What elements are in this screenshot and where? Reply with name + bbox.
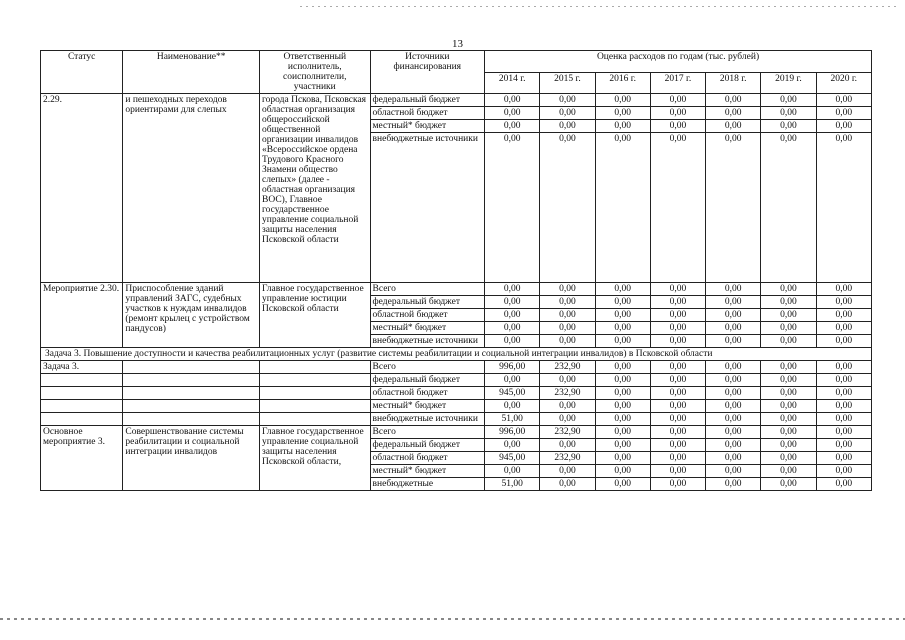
source-cell: местный* бюджет: [370, 400, 485, 413]
header-sources: Источники финансирования: [370, 51, 485, 94]
name-cell: Приспособление зданий управлений ЗАГС, судебных участков к нуждам инвалидов (ремонт крылец с устройством пандусов): [123, 283, 260, 348]
value-cell: 0,00: [761, 478, 816, 491]
responsible-cell: Главное государственное управление юстиции Псковской области: [260, 283, 371, 348]
value-cell: 0,00: [595, 465, 650, 478]
value-cell: 0,00: [816, 426, 871, 439]
value-cell: 0,00: [650, 374, 705, 387]
task-heading-row: [41, 348, 872, 361]
value-cell: 0,00: [706, 478, 761, 491]
status-cell: [41, 400, 123, 413]
value-cell: 0,00: [706, 465, 761, 478]
header-year: 2015 г.: [540, 72, 595, 94]
value-cell: 51,00: [485, 478, 540, 491]
status-cell: Задача 3.: [41, 361, 123, 374]
table-row: [41, 400, 872, 413]
value-cell: 0,00: [650, 465, 705, 478]
value-cell: 0,00: [540, 322, 595, 335]
value-cell: 0,00: [595, 94, 650, 107]
value-cell: 232,90: [540, 426, 595, 439]
value-cell: 0,00: [761, 309, 816, 322]
value-cell: 0,00: [816, 439, 871, 452]
value-cell: 0,00: [650, 296, 705, 309]
source-cell: областной бюджет: [370, 309, 485, 322]
value-cell: 0,00: [650, 309, 705, 322]
value-cell: 0,00: [761, 322, 816, 335]
value-cell: 996,00: [485, 426, 540, 439]
value-cell: 0,00: [761, 107, 816, 120]
source-cell: Всего: [370, 283, 485, 296]
source-cell: местный* бюджет: [370, 322, 485, 335]
header-name: Наименование**: [123, 51, 260, 94]
value-cell: 0,00: [540, 94, 595, 107]
value-cell: 0,00: [650, 335, 705, 348]
header-year: 2020 г.: [816, 72, 871, 94]
value-cell: 0,00: [595, 387, 650, 400]
value-cell: 0,00: [650, 439, 705, 452]
value-cell: 0,00: [540, 439, 595, 452]
value-cell: 0,00: [540, 133, 595, 283]
value-cell: 0,00: [706, 107, 761, 120]
value-cell: 0,00: [706, 413, 761, 426]
value-cell: 0,00: [706, 374, 761, 387]
header-year: 2019 г.: [761, 72, 816, 94]
value-cell: 0,00: [706, 452, 761, 465]
value-cell: 0,00: [816, 335, 871, 348]
value-cell: 0,00: [816, 478, 871, 491]
value-cell: 0,00: [761, 426, 816, 439]
value-cell: 0,00: [595, 452, 650, 465]
source-cell: областной бюджет: [370, 387, 485, 400]
source-cell: федеральный бюджет: [370, 439, 485, 452]
value-cell: 51,00: [485, 413, 540, 426]
value-cell: 0,00: [595, 120, 650, 133]
value-cell: 0,00: [650, 94, 705, 107]
value-cell: 0,00: [595, 439, 650, 452]
source-cell: местный* бюджет: [370, 465, 485, 478]
value-cell: 0,00: [706, 283, 761, 296]
value-cell: 945,00: [485, 452, 540, 465]
source-cell: областной бюджет: [370, 452, 485, 465]
scan-artifact-bottom: [0, 618, 905, 620]
value-cell: 0,00: [816, 374, 871, 387]
value-cell: 0,00: [485, 465, 540, 478]
value-cell: 0,00: [595, 309, 650, 322]
table-row: [41, 387, 872, 400]
value-cell: 0,00: [650, 361, 705, 374]
value-cell: 0,00: [706, 387, 761, 400]
value-cell: 0,00: [485, 374, 540, 387]
source-cell: внебюджетные: [370, 478, 485, 491]
value-cell: 0,00: [595, 400, 650, 413]
value-cell: 0,00: [595, 322, 650, 335]
value-cell: 0,00: [650, 400, 705, 413]
header-year: 2016 г.: [595, 72, 650, 94]
value-cell: 0,00: [485, 94, 540, 107]
source-cell: Всего: [370, 426, 485, 439]
value-cell: 0,00: [761, 400, 816, 413]
value-cell: 0,00: [816, 452, 871, 465]
name-cell: Совершенствование системы реабилитации и социальной интеграции инвалидов: [123, 426, 260, 491]
value-cell: 0,00: [816, 283, 871, 296]
source-cell: внебюджетные источники: [370, 413, 485, 426]
value-cell: 945,00: [485, 387, 540, 400]
header-status: Статус: [41, 51, 123, 94]
expenses-table: [40, 50, 872, 491]
value-cell: 0,00: [761, 413, 816, 426]
source-cell: областной бюджет: [370, 107, 485, 120]
name-cell: [123, 387, 260, 400]
value-cell: 0,00: [540, 374, 595, 387]
value-cell: 0,00: [816, 107, 871, 120]
value-cell: 0,00: [595, 107, 650, 120]
value-cell: 0,00: [540, 413, 595, 426]
value-cell: 232,90: [540, 452, 595, 465]
table-row: [41, 94, 872, 107]
name-cell: [123, 400, 260, 413]
value-cell: 0,00: [650, 387, 705, 400]
value-cell: 0,00: [761, 283, 816, 296]
header-row-1: [41, 51, 872, 73]
value-cell: 0,00: [650, 478, 705, 491]
value-cell: 0,00: [761, 452, 816, 465]
responsible-cell: [260, 400, 371, 413]
value-cell: 0,00: [595, 361, 650, 374]
value-cell: 0,00: [650, 452, 705, 465]
value-cell: 0,00: [761, 439, 816, 452]
value-cell: 0,00: [485, 335, 540, 348]
value-cell: 0,00: [595, 374, 650, 387]
value-cell: 0,00: [595, 478, 650, 491]
value-cell: 0,00: [540, 283, 595, 296]
value-cell: 0,00: [706, 120, 761, 133]
value-cell: 0,00: [485, 120, 540, 133]
value-cell: 0,00: [816, 361, 871, 374]
value-cell: 232,90: [540, 361, 595, 374]
value-cell: 0,00: [485, 400, 540, 413]
value-cell: 0,00: [816, 322, 871, 335]
value-cell: 0,00: [816, 413, 871, 426]
value-cell: 0,00: [706, 322, 761, 335]
source-cell: Всего: [370, 361, 485, 374]
value-cell: 0,00: [761, 361, 816, 374]
name-cell: [123, 374, 260, 387]
value-cell: 0,00: [650, 283, 705, 296]
table-row: [41, 283, 872, 296]
responsible-cell: [260, 387, 371, 400]
value-cell: 0,00: [650, 426, 705, 439]
table-row: [41, 374, 872, 387]
source-cell: местный* бюджет: [370, 120, 485, 133]
table-row: [41, 426, 872, 439]
value-cell: 0,00: [485, 322, 540, 335]
value-cell: 0,00: [485, 309, 540, 322]
value-cell: 0,00: [706, 426, 761, 439]
source-cell: внебюджетные источники: [370, 335, 485, 348]
scan-artifact-top: [300, 6, 900, 7]
value-cell: 0,00: [540, 465, 595, 478]
value-cell: 0,00: [595, 133, 650, 283]
responsible-cell: Главное государственное управление социальной защиты населения Псковской области,: [260, 426, 371, 491]
source-cell: федеральный бюджет: [370, 296, 485, 309]
name-cell: [123, 361, 260, 374]
value-cell: 0,00: [650, 107, 705, 120]
value-cell: 996,00: [485, 361, 540, 374]
value-cell: 0,00: [816, 465, 871, 478]
value-cell: 0,00: [485, 107, 540, 120]
responsible-cell: города Пскова, Псковская областная организация общероссийской общественной организации инвалидов «Всероссийское ордена Трудового Красного Знамени общество слепых» (далее - областная организация ВОС), Главное государственное управление социальной защиты населения Псковской области: [260, 94, 371, 283]
source-cell: федеральный бюджет: [370, 374, 485, 387]
status-cell: [41, 413, 123, 426]
status-cell: Мероприятие 2.30.: [41, 283, 123, 348]
value-cell: 0,00: [595, 283, 650, 296]
value-cell: 0,00: [540, 309, 595, 322]
value-cell: 0,00: [816, 120, 871, 133]
value-cell: 0,00: [540, 335, 595, 348]
header-responsible: Ответственный исполнитель, соисполнители, участники: [260, 51, 371, 94]
value-cell: 0,00: [650, 413, 705, 426]
value-cell: 0,00: [485, 439, 540, 452]
value-cell: 0,00: [706, 335, 761, 348]
value-cell: 0,00: [706, 309, 761, 322]
source-cell: внебюджетные источники: [370, 133, 485, 283]
responsible-cell: [260, 374, 371, 387]
value-cell: 0,00: [816, 296, 871, 309]
value-cell: 0,00: [816, 400, 871, 413]
header-estimate: Оценка расходов по годам (тыс. рублей): [485, 51, 872, 73]
value-cell: 0,00: [650, 133, 705, 283]
value-cell: 0,00: [706, 296, 761, 309]
header-year: 2018 г.: [706, 72, 761, 94]
value-cell: 0,00: [761, 94, 816, 107]
value-cell: 0,00: [485, 283, 540, 296]
value-cell: 0,00: [816, 133, 871, 283]
value-cell: 0,00: [650, 322, 705, 335]
value-cell: 0,00: [706, 94, 761, 107]
source-cell: федеральный бюджет: [370, 94, 485, 107]
value-cell: 0,00: [706, 400, 761, 413]
name-cell: [123, 413, 260, 426]
page-number: 13: [452, 38, 463, 50]
value-cell: 0,00: [540, 296, 595, 309]
status-cell: [41, 387, 123, 400]
value-cell: 0,00: [540, 400, 595, 413]
value-cell: 0,00: [816, 94, 871, 107]
value-cell: 0,00: [761, 374, 816, 387]
status-cell: 2.29.: [41, 94, 123, 283]
value-cell: 0,00: [595, 296, 650, 309]
value-cell: 0,00: [761, 133, 816, 283]
table-row: [41, 361, 872, 374]
value-cell: 0,00: [761, 387, 816, 400]
value-cell: 0,00: [816, 387, 871, 400]
responsible-cell: [260, 361, 371, 374]
value-cell: 0,00: [595, 413, 650, 426]
table-row: [41, 413, 872, 426]
value-cell: 0,00: [540, 478, 595, 491]
value-cell: 0,00: [706, 439, 761, 452]
value-cell: 0,00: [706, 133, 761, 283]
value-cell: 0,00: [816, 309, 871, 322]
value-cell: 0,00: [761, 296, 816, 309]
value-cell: 0,00: [540, 107, 595, 120]
value-cell: 0,00: [761, 120, 816, 133]
responsible-cell: [260, 413, 371, 426]
value-cell: 0,00: [761, 465, 816, 478]
value-cell: 0,00: [485, 296, 540, 309]
value-cell: 0,00: [706, 361, 761, 374]
value-cell: 0,00: [595, 426, 650, 439]
value-cell: 0,00: [485, 133, 540, 283]
name-cell: и пешеходных переходов ориентирами для слепых: [123, 94, 260, 283]
status-cell: [41, 374, 123, 387]
value-cell: 0,00: [761, 335, 816, 348]
task-heading: Задача 3. Повышение доступности и качества реабилитационных услуг (развитие системы реабилитации и социальной интеграции инвалидов) в Псковской области: [41, 348, 872, 361]
value-cell: 232,90: [540, 387, 595, 400]
header-year: 2014 г.: [485, 72, 540, 94]
value-cell: 0,00: [595, 335, 650, 348]
value-cell: 0,00: [540, 120, 595, 133]
status-cell: Основное мероприятие 3.: [41, 426, 123, 491]
header-year: 2017 г.: [650, 72, 705, 94]
value-cell: 0,00: [650, 120, 705, 133]
